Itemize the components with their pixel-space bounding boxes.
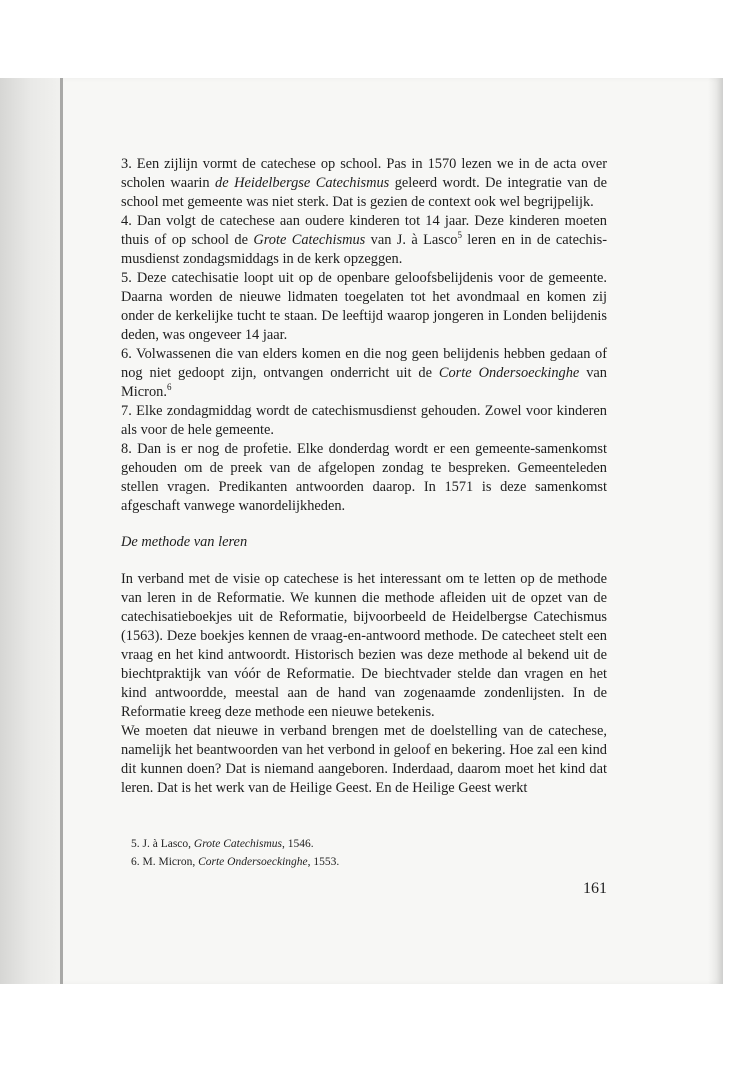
emphasis: de Heidelbergse Catechismus <box>215 175 390 191</box>
list-item-3: 3. Een zijlijn vormt de catechese op school. Pas in 1570 lezen we in de acta over scholen waarin de Heidelbergse Catechismus geleerd wordt. De integratie van de school met gemeente was niet sterk. Dat is gezien de context ook wel begrijpelijk. <box>121 156 607 210</box>
list-item-4: 4. Dan volgt de catechese aan oudere kinderen tot 14 jaar. Deze kinderen moeten thuis of op school de Grote Catechismus van J. à Lasco$^5$ leren en in de catechis-musdienst zondagsmiddags in de kerk opzeggen. <box>121 213 608 267</box>
page-number: 161 <box>583 880 607 897</box>
book-spine-shadow <box>0 78 62 984</box>
footnote-6: 6. M. Micron, Corte Ondersoeckinghe, 1553. <box>131 856 340 868</box>
section-heading: De methode van leren <box>121 534 248 550</box>
footnote-ref: 6 <box>166 382 172 393</box>
body-text <box>121 155 607 798</box>
gutter-line <box>60 78 63 984</box>
list-item-7: 7. Elke zondagmiddag wordt de catechismusdienst gehouden. Zowel voor kinderen als voor de hele gemeente. <box>121 403 607 438</box>
emphasis: Corte Ondersoeckinghe <box>438 365 580 381</box>
footnote-ref: 5 <box>457 230 462 241</box>
paragraph: We moeten dat nieuwe in verband brengen met de doelstelling van de catechese, namelijk het beantwoorden van het verbond in geloof en bekering. Hoe zal een kind dit kunnen doen? Dat is niemand aangeboren. Inderdaad, daarom moet het kind dat leren. Dat is het werk van de Heilige Geest. En de Heilige Geest werkt <box>121 723 607 796</box>
list-item-8: 8. Dan is er nog de profetie. Elke donderdag wordt er een gemeente-samenkomst gehouden om de preek van de afgelopen zondag te bespreken. Gemeenteleden stellen vragen. Predikanten antwoorden daarop. In 1571 is deze samenkomst afgeschaft vanwege wanordelijkheden. <box>121 441 607 514</box>
list-item-6: 6. Volwassenen die van elders komen en die nog geen belijdenis hebben gedaan of nog niet gedoopt zijn, ontvangen onderricht uit de Corte Ondersoeckinghe van Micron.$^6$ <box>121 346 607 400</box>
footnotes <box>131 835 601 871</box>
list-item-5: 5. Deze catechisatie loopt uit op de openbare geloofsbelijdenis voor de gemeente. Daarna worden de nieuwe lidmaten toegelaten tot het avondmaal en komen zij onder de kerkelijke tucht te staan. De leeftijd waarop jongeren in Londen belijdenis deden, was ongeveer 14 jaar. <box>121 270 607 343</box>
page-edge-shadow <box>708 78 723 984</box>
footnote-5: 5. J. à Lasco, Grote Catechismus, 1546. <box>131 838 314 850</box>
paragraph: In verband met de visie op catechese is het interessant om te letten op de methode van leren in de Reformatie. We kunnen die methode afleiden uit de opzet van de catechisatieboekjes uit de Reformatie, bijvoorbeeld de Heidelbergse Catechismus (1563). Deze boekjes kennen de vraag-en-antwoord methode. De catecheet stelt een vraag en het kind antwoordt. Historisch bezien was deze methode al bekend uit de biechtpraktijk van vóór de Reformatie. De biechtvader stelde dan vragen en het kind antwoordde, meestal aan de hand van zogenaamde zondenlijsten. In de Reformatie kreeg deze methode een nieuwe betekenis. <box>121 571 607 720</box>
emphasis: Grote Catechismus <box>253 232 366 248</box>
